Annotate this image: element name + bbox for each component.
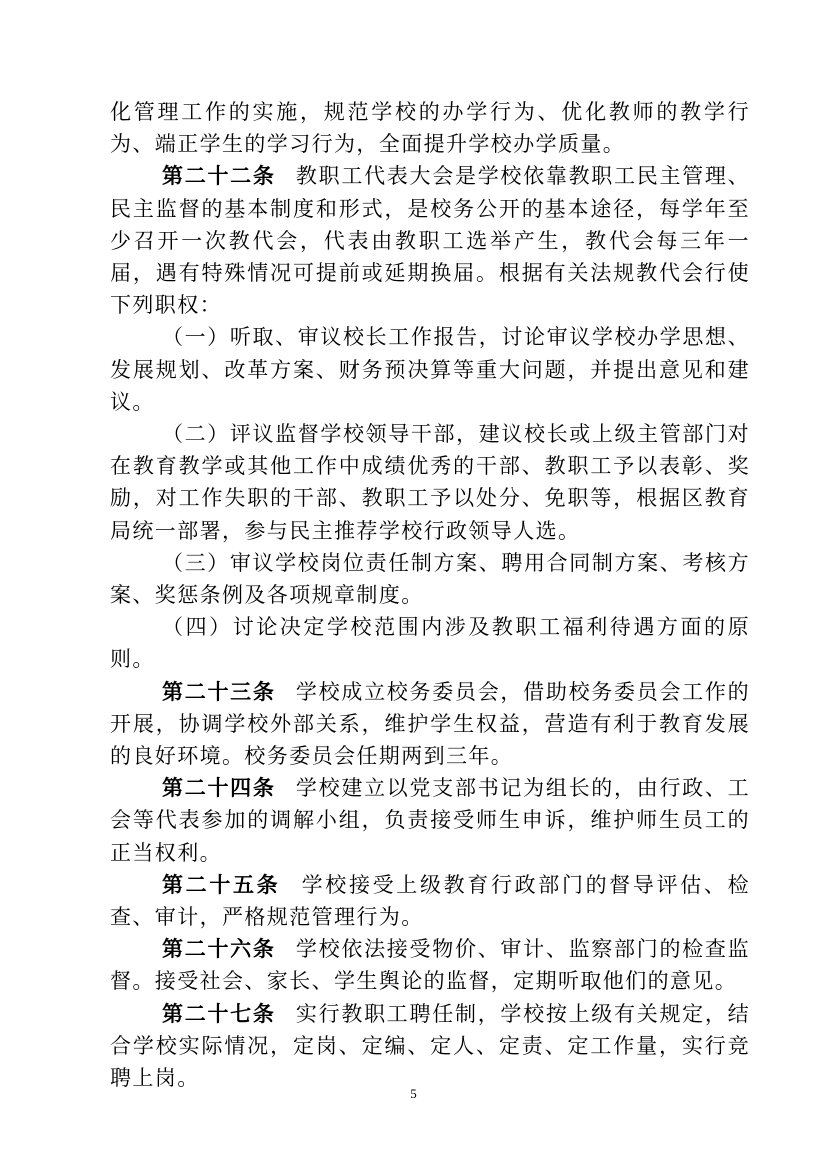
article-text: 实行教职工聘任制，学校按上级有关规定，结合学校实际情况，定岗、定编、定人、定责、定工作量，实行竞聘上岗。	[110, 1001, 751, 1091]
page-number: 5	[410, 1086, 417, 1101]
document-body	[110, 96, 750, 1094]
article-title: 第二十五条	[162, 871, 281, 897]
clause-text: （三）审议学校岗位责任制方案、聘用合同制方案、考核方案、奖惩条例及各项规章制度。	[110, 550, 750, 608]
clause-text: （四）讨论决定学校范围内涉及教职工福利待遇方面的原则。	[110, 615, 750, 672]
clause-1	[110, 321, 750, 418]
clause-text: （二）评议监督学校领导干部，建议校长或上级主管部门对在教育教学或其他工作中成绩优秀的干部、教职工予以表彰、奖励，对工作失职的干部、教职工予以处分、免职等，根据区教育局统一部署，参与民主推荐学校行政领导人选。	[110, 422, 750, 543]
article-text: 学校建立以党支部书记为组长的，由行政、工会等代表参加的调解小组，负责接受师生申诉，维护师生员工的正当权利。	[110, 776, 751, 865]
article-text: 学校成立校务委员会，借助校务委员会工作的开展，协调学校外部关系，维护学生权益，营造有利于教育发展的良好环境。校务委员会任期两到三年。	[110, 679, 751, 769]
clause-2	[110, 418, 750, 547]
article-26	[110, 933, 750, 997]
article-text: 学校依法接受物价、审计、监察部门的检查监督。接受社会、家长、学生舆论的监督，定期听取他们的意见。	[110, 937, 751, 994]
article-22	[110, 160, 750, 321]
paragraph-text: 化管理工作的实施，规范学校的办学行为、优化教师的教学行为、端正学生的学习行为，全面提升学校办学质量。	[110, 100, 750, 157]
paragraph-1	[110, 96, 750, 160]
article-25	[110, 869, 750, 933]
article-title: 第二十三条	[162, 678, 276, 704]
clause-3	[110, 547, 750, 611]
article-27	[110, 998, 750, 1095]
article-23	[110, 676, 750, 773]
clause-4	[110, 611, 750, 675]
article-title: 第二十六条	[162, 936, 276, 962]
article-title: 第二十四条	[162, 775, 276, 801]
article-24	[110, 772, 750, 869]
article-title: 第二十二条	[162, 163, 276, 189]
article-text: 教职工代表大会是学校依靠教职工民主管理、民主监督的基本制度和形式，是校务公开的基本途径，每学年至少召开一次教代会，代表由教职工选举产生，教代会每三年一届，遇有特殊情况可提前或延期换届。根据有关法规教代会行使下列职权：	[110, 164, 751, 318]
article-text: 学校接受上级教育行政部门的督导评估、检查、审计，严格规范管理行为。	[110, 872, 751, 930]
clause-text: （一）听取、审议校长工作报告，讨论审议学校办学思想、发展规划、改革方案、财务预决算等重大问题，并提出意见和建议。	[110, 325, 750, 414]
article-title: 第二十七条	[162, 1000, 276, 1026]
